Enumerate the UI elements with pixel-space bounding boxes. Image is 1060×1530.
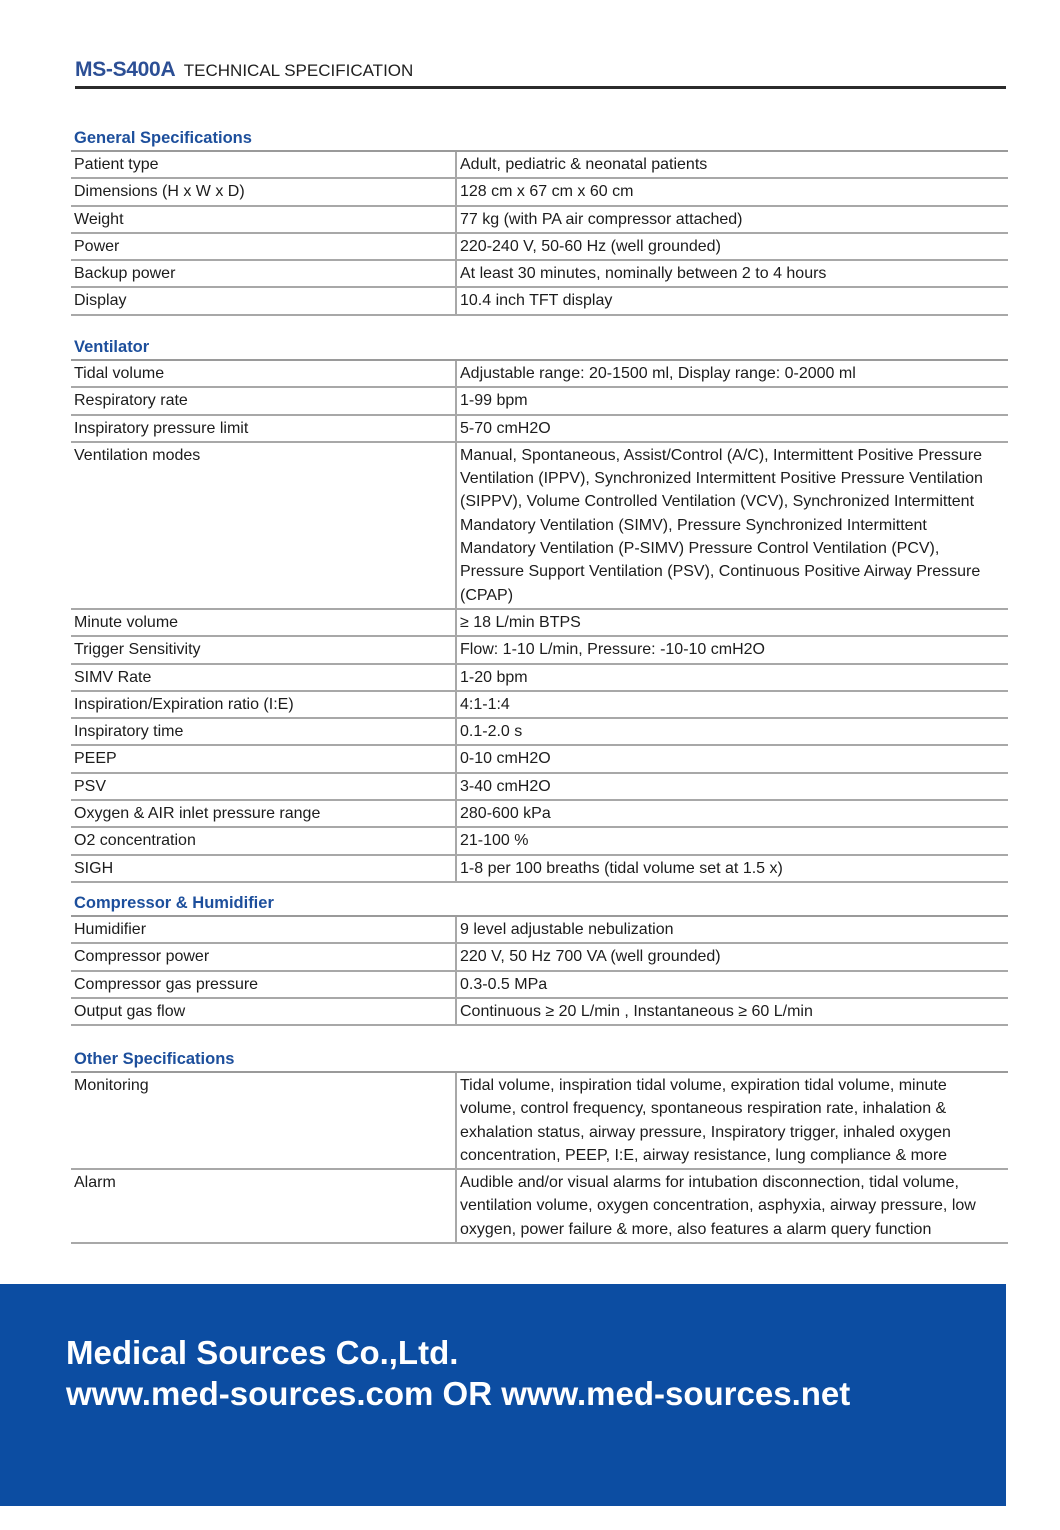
table-row: [71, 361, 1008, 387]
table-row: [71, 1073, 1008, 1169]
section-title: General Specifications: [71, 126, 1008, 152]
section-other-specifications: [71, 1047, 1008, 1244]
table-row: [71, 998, 1008, 1025]
spec-label: Patient type: [71, 152, 456, 178]
spec-value: 10.4 inch TFT display: [456, 287, 1008, 314]
spec-label: Inspiratory pressure limit: [71, 415, 456, 442]
table-row: [71, 233, 1008, 260]
spec-value: 3-40 cmH2O: [456, 773, 1008, 800]
spec-table: [71, 152, 1008, 316]
table-row: [71, 1169, 1008, 1243]
section-title: Ventilator: [71, 335, 1008, 361]
spec-value: 220 V, 50 Hz 700 VA (well grounded): [456, 943, 1008, 970]
table-row: [71, 917, 1008, 943]
spec-table: [71, 1073, 1008, 1244]
spec-label: SIGH: [71, 855, 456, 882]
spec-value: 128 cm x 67 cm x 60 cm: [456, 178, 1008, 205]
table-row: [71, 152, 1008, 178]
spec-value: 4:1-1:4: [456, 691, 1008, 718]
spec-value: 9 level adjustable nebulization: [456, 917, 1008, 943]
spec-label: Display: [71, 287, 456, 314]
spec-value: Tidal volume, inspiration tidal volume, expiration tidal volume, minute volume, control frequency, spontaneous respiration rate, inhalation & exhalation status, airway pressure, Inspiratory trigger, inhaled oxygen concentration, PEEP, I:E, airway resistance, lung compliance & more: [456, 1073, 1008, 1169]
spec-value: 1-99 bpm: [456, 387, 1008, 414]
table-row: [71, 827, 1008, 854]
spec-table: [71, 361, 1008, 883]
spec-value: 220-240 V, 50-60 Hz (well grounded): [456, 233, 1008, 260]
spec-label: Ventilation modes: [71, 442, 456, 609]
table-row: [71, 178, 1008, 205]
section-title: Other Specifications: [71, 1047, 1008, 1073]
spec-value: At least 30 minutes, nominally between 2 to 4 hours: [456, 260, 1008, 287]
table-row: [71, 773, 1008, 800]
spec-value: 0.1-2.0 s: [456, 718, 1008, 745]
spec-label: Backup power: [71, 260, 456, 287]
spec-label: Compressor gas pressure: [71, 971, 456, 998]
spec-label: Compressor power: [71, 943, 456, 970]
table-row: [71, 387, 1008, 414]
spec-label: Monitoring: [71, 1073, 456, 1169]
spec-value: Flow: 1-10 L/min, Pressure: -10-10 cmH2O: [456, 636, 1008, 663]
table-row: [71, 609, 1008, 636]
spec-label: Oxygen & AIR inlet pressure range: [71, 800, 456, 827]
spec-label: Respiratory rate: [71, 387, 456, 414]
company-name: Medical Sources Co.,Ltd.: [66, 1334, 459, 1371]
table-row: [71, 415, 1008, 442]
spec-value: 5-70 cmH2O: [456, 415, 1008, 442]
spec-value: 1-20 bpm: [456, 664, 1008, 691]
table-row: [71, 718, 1008, 745]
spec-value: Manual, Spontaneous, Assist/Control (A/C), Intermittent Positive Pressure Ventilation (IPPV), Synchronized Intermittent Positive Pressure Ventilation (SIPPV), Volume Controlled Ventilation (VCV), Synchronized Intermittent Mandatory Ventilation (SIMV), Pressure Synchronized Intermittent Mandatory Ventilation (P-SIMV) Pressure Control Ventilation (PCV), Pressure Support Ventilation (PSV), Continuous Positive Airway Pressure (CPAP): [456, 442, 1008, 609]
spec-label: O2 concentration: [71, 827, 456, 854]
spec-label: Output gas flow: [71, 998, 456, 1025]
spec-label: PSV: [71, 773, 456, 800]
spec-value: Adjustable range: 20-1500 ml, Display range: 0-2000 ml: [456, 361, 1008, 387]
section-compressor-humidifier: [71, 891, 1008, 1026]
table-row: [71, 260, 1008, 287]
footer-banner: [0, 1284, 1006, 1506]
spec-value: ≥ 18 L/min BTPS: [456, 609, 1008, 636]
section-title: Compressor & Humidifier: [71, 891, 1008, 917]
spec-label: Weight: [71, 206, 456, 233]
spec-value: Continuous ≥ 20 L/min , Instantaneous ≥ 60 L/min: [456, 998, 1008, 1025]
company-websites: www.med-sources.com OR www.med-sources.net: [66, 1375, 851, 1412]
spec-label: Alarm: [71, 1169, 456, 1243]
table-row: [71, 287, 1008, 314]
spec-value: 280-600 kPa: [456, 800, 1008, 827]
section-general-specifications: [71, 126, 1008, 316]
spec-label: Inspiration/Expiration ratio (I:E): [71, 691, 456, 718]
table-row: [71, 855, 1008, 882]
spec-label: SIMV Rate: [71, 664, 456, 691]
table-row: [71, 442, 1008, 609]
table-row: [71, 943, 1008, 970]
table-row: [71, 971, 1008, 998]
section-ventilator: [71, 335, 1008, 883]
spec-label: Minute volume: [71, 609, 456, 636]
spec-value: 77 kg (with PA air compressor attached): [456, 206, 1008, 233]
spec-label: Inspiratory time: [71, 718, 456, 745]
model-name: MS-S400A: [75, 58, 176, 81]
spec-label: Dimensions (H x W x D): [71, 178, 456, 205]
page-header: [75, 58, 1006, 89]
table-row: [71, 664, 1008, 691]
spec-value: 21-100 %: [456, 827, 1008, 854]
spec-label: PEEP: [71, 745, 456, 772]
spec-label: Humidifier: [71, 917, 456, 943]
table-row: [71, 691, 1008, 718]
spec-label: Trigger Sensitivity: [71, 636, 456, 663]
table-row: [71, 636, 1008, 663]
spec-value: 0.3-0.5 MPa: [456, 971, 1008, 998]
spec-value: Audible and/or visual alarms for intubation disconnection, tidal volume, ventilation volume, oxygen concentration, asphyxia, airway pressure, low oxygen, power failure & more, also features a alarm query function: [456, 1169, 1008, 1243]
spec-value: 0-10 cmH2O: [456, 745, 1008, 772]
spec-value: 1-8 per 100 breaths (tidal volume set at 1.5 x): [456, 855, 1008, 882]
table-row: [71, 800, 1008, 827]
document-title: TECHNICAL SPECIFICATION: [183, 61, 414, 80]
spec-label: Power: [71, 233, 456, 260]
spec-table: [71, 917, 1008, 1026]
table-row: [71, 206, 1008, 233]
spec-value: Adult, pediatric & neonatal patients: [456, 152, 1008, 178]
table-row: [71, 745, 1008, 772]
spec-label: Tidal volume: [71, 361, 456, 387]
